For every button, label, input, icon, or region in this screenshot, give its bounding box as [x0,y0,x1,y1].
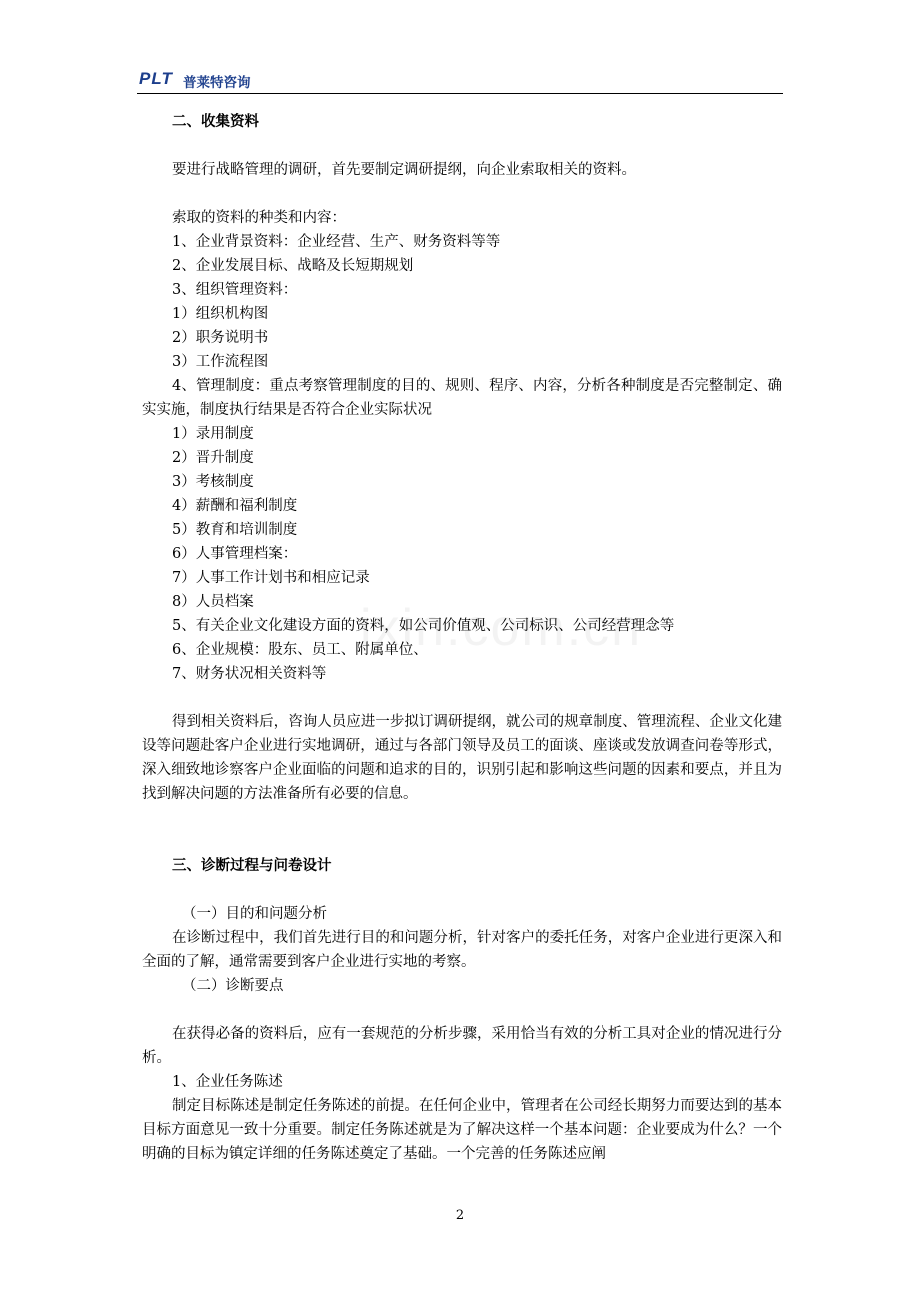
list-item: 4、管理制度：重点考察管理制度的目的、规则、程序、内容，分析各种制度是否完整制定、确实实施，制度执行结果是否符合企业实际状况 [142,378,782,418]
list-item: 3、组织管理资料： [172,282,298,298]
list-heading: 索取的资料的种类和内容： [172,210,346,226]
section-heading: 三、诊断过程与问卷设计 [172,857,332,874]
document-body [142,110,782,1166]
paragraph: 得到相关资料后，咨询人员应进一步拟订调研提纲，就公司的规章制度、管理流程、企业文化建设等问题赴客户企业进行实地调研，通过与各部门领导及员工的面谈、座谈或发放调查问卷等形式，深入细致地诊察客户企业面临的问题和追求的目的，识别引起和影响这些问题的因素和要点，并且为找到解决问题的方法准备所有必要的信息。 [142,714,782,802]
paragraph: 在诊断过程中，我们首先进行目的和问题分析，针对客户的委托任务，对客户企业进行更深入和全面的了解，通常需要到客户企业进行实地的考察。 [142,930,782,970]
point-heading: 1、企业任务陈述 [172,1074,283,1090]
subsection-heading: （二）诊断要点 [182,978,284,994]
list-item: 7）人事工作计划书和相应记录 [172,570,370,586]
company-logo-latin: PLT [139,69,173,88]
list-item: 6）人事管理档案： [172,546,298,562]
resource-list [142,230,782,686]
page-header [137,68,783,96]
paragraph: 在获得必备的资料后，应有一套规范的分析步骤，采用恰当有效的分析工具对企业的情况进行分析。 [142,1026,782,1066]
list-item: 5、有关企业文化建设方面的资料，如公司价值观、公司标识、公司经营理念等 [172,618,675,634]
list-item: 8）人员档案 [172,594,254,610]
list-item: 1）组织机构图 [172,306,269,322]
list-item: 1、企业背景资料：企业经营、生产、财务资料等等 [172,234,501,250]
list-item: 3）工作流程图 [172,354,269,370]
company-logo-chinese: 普莱特咨询 [183,75,251,91]
list-item: 5）教育和培训制度 [172,522,298,538]
list-item: 1）录用制度 [172,426,254,442]
header-divider [137,93,783,94]
subsection-heading: （一）目的和问题分析 [182,906,327,922]
paragraph: 要进行战略管理的调研，首先要制定调研提纲，向企业索取相关的资料。 [172,162,636,178]
paragraph: 制定目标陈述是制定任务陈述的前提。在任何企业中，管理者在公司经长期努力而要达到的基本目标方面意见一致十分重要。制定任务陈述就是为了解决这样一个基本问题：企业要成为什么？一个明确的目标为镇定详细的任务陈述奠定了基础。一个完善的任务陈述应阐 [142,1098,782,1162]
list-item: 7、财务状况相关资料等 [172,666,327,682]
list-item: 2）晋升制度 [172,450,254,466]
section-heading: 二、收集资料 [172,113,259,130]
list-item: 3）考核制度 [172,474,254,490]
list-item: 2、企业发展目标、战略及长短期规划 [172,258,414,274]
list-item: 6、企业规模：股东、员工、附属单位、 [172,642,428,658]
page-number: 2 [455,1208,465,1223]
list-item: 2）职务说明书 [172,330,269,346]
list-item: 4）薪酬和福利制度 [172,498,298,514]
